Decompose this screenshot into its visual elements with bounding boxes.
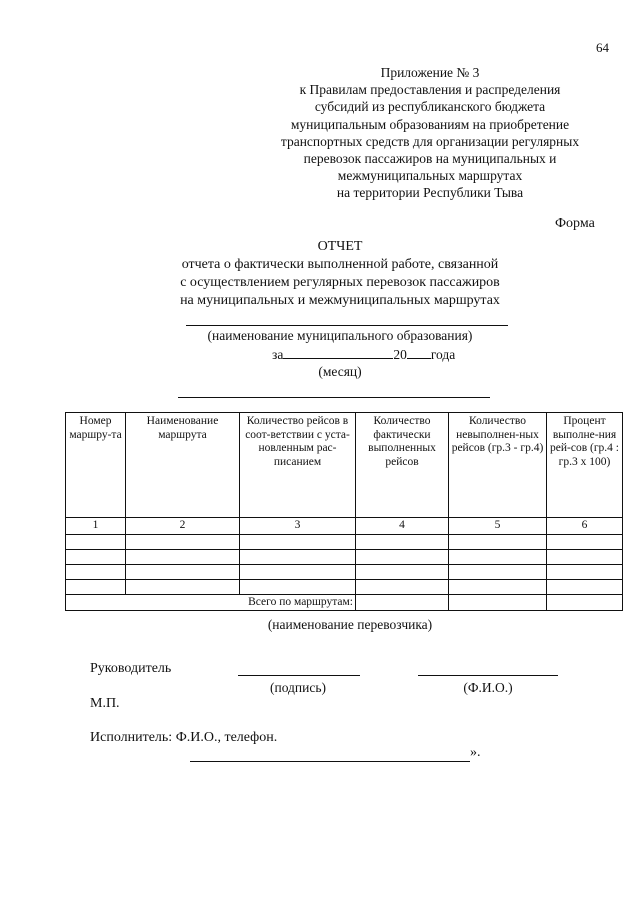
table-cell (126, 534, 240, 549)
table-cell (126, 549, 240, 564)
municipality-line (186, 325, 508, 326)
appendix-line: субсидий из республиканского бюджета (314, 99, 546, 115)
period-row (272, 345, 455, 363)
head-label: Руководитель (90, 661, 172, 676)
column-number: 2 (126, 518, 240, 535)
table-cell (547, 534, 623, 549)
closing-quote: ». (470, 745, 481, 760)
table-row (66, 564, 623, 579)
table-cell (547, 549, 623, 564)
header-cell: Процент выполне-ния рей-сов (гр.4 : гр.3 x 100) (547, 413, 623, 518)
table-cell (449, 549, 547, 564)
appendix-header (240, 64, 620, 202)
table-cell (449, 594, 547, 611)
table-cell (356, 564, 449, 579)
table-cell (240, 534, 356, 549)
month-caption: (месяц) (318, 364, 362, 379)
appendix-line: муниципальным образованиям на приобретение (290, 116, 570, 132)
year-blank (407, 345, 431, 359)
table-row (66, 549, 623, 564)
title-line: на муниципальных и межмуниципальных маршрутах (180, 293, 500, 308)
table-cell (547, 564, 623, 579)
table-cell (66, 564, 126, 579)
separator-line (178, 397, 490, 398)
column-number: 5 (449, 518, 547, 535)
table-cell (449, 564, 547, 579)
table-cell (356, 594, 449, 611)
header-cell: Номер маршру-та (66, 413, 126, 518)
table-cell (240, 564, 356, 579)
column-number: 3 (240, 518, 356, 535)
report-title (140, 238, 540, 310)
table-cell (356, 549, 449, 564)
table-cell (547, 594, 623, 611)
table-cell (356, 579, 449, 594)
table-header-row (66, 413, 623, 518)
column-number: 1 (66, 518, 126, 535)
fio-caption: (Ф.И.О.) (463, 680, 513, 695)
header-cell: Количество рейсов в соот-ветствии с уста-новленным рас-писанием (240, 413, 356, 518)
table-row (66, 579, 623, 594)
appendix-line: межмуниципальных маршрутах (337, 168, 523, 184)
appendix-line: на территории Республики Тыва (336, 185, 524, 201)
header-cell: Количество фактически выполненных рейсов (356, 413, 449, 518)
table-cell (66, 549, 126, 564)
table-cell (126, 564, 240, 579)
table-cell (126, 579, 240, 594)
header-cell: Наименование маршрута (126, 413, 240, 518)
title-line: с осуществлением регулярных перевозок пассажиров (180, 275, 500, 290)
table-row (66, 534, 623, 549)
stamp-label: М.П. (90, 696, 120, 711)
total-row (66, 594, 623, 611)
header-cell: Количество невыполнен-ных рейсов (гр.3 - гр.4) (449, 413, 547, 518)
title-line: ОТЧЕТ (317, 239, 363, 254)
title-line: отчета о фактически выполненной работе, связанной (181, 257, 499, 272)
appendix-line: транспортных средств для организации регулярных (280, 133, 580, 149)
table-cell (449, 534, 547, 549)
signature-line (238, 675, 360, 676)
report-table (65, 412, 623, 611)
fio-line (418, 675, 558, 676)
period-year-prefix: 20 (393, 347, 407, 362)
period-za: за (272, 347, 284, 362)
table-cell (240, 549, 356, 564)
column-number: 4 (356, 518, 449, 535)
appendix-line: перевозок пассажиров на муниципальных и (303, 151, 557, 167)
executor-line (190, 761, 470, 762)
table-cell (66, 579, 126, 594)
appendix-line: Приложение № 3 (380, 65, 480, 80)
total-label: Всего по маршрутам: (66, 594, 356, 611)
form-label: Форма (555, 216, 595, 231)
month-blank (283, 345, 393, 359)
signature-caption: (подпись) (269, 680, 327, 695)
carrier-caption: (наименование перевозчика) (267, 617, 433, 632)
municipality-caption: (наименование муниципального образования) (207, 328, 473, 343)
table-cell (449, 579, 547, 594)
table-cell (240, 579, 356, 594)
table-cell (547, 579, 623, 594)
page-number: 64 (596, 40, 609, 55)
column-number: 6 (547, 518, 623, 535)
executor-label: Исполнитель: Ф.И.О., телефон. (90, 730, 278, 745)
column-number-row (66, 518, 623, 535)
appendix-line: к Правилам предоставления и распределения (299, 82, 561, 98)
table-cell (356, 534, 449, 549)
period-year-suffix: года (430, 347, 456, 362)
table-cell (66, 534, 126, 549)
